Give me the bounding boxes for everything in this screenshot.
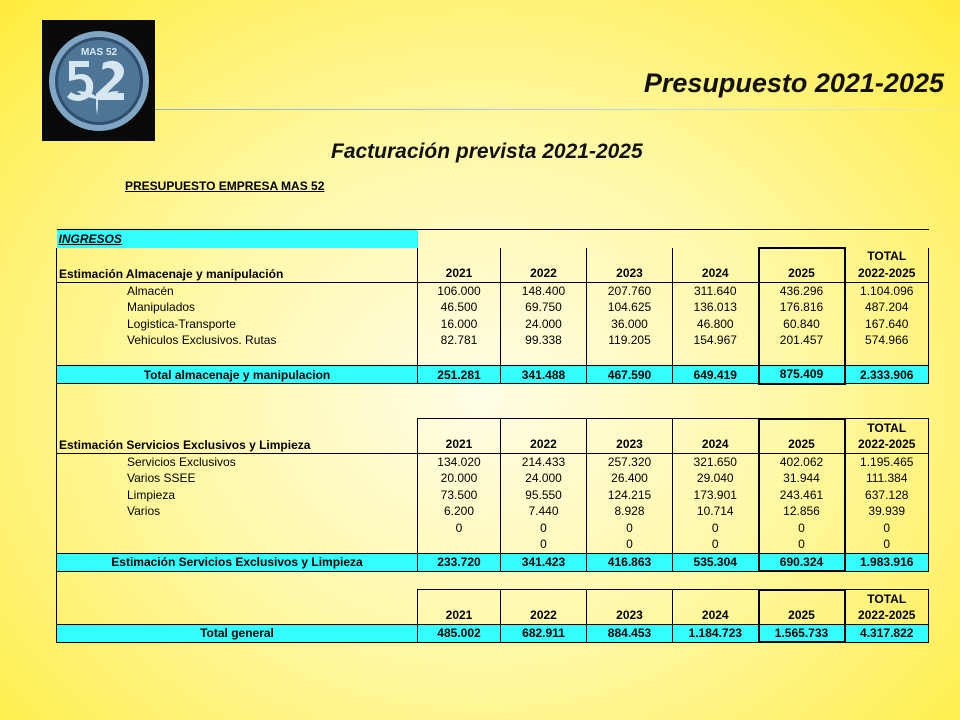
- cell-value: 0: [418, 520, 501, 537]
- section1-header: [57, 265, 929, 282]
- cell-value: 167.640: [845, 316, 929, 333]
- section1-header-top: [57, 248, 929, 266]
- total-value: 884.453: [587, 624, 673, 642]
- total-value: 233.720: [418, 553, 501, 571]
- total-value: 690.324: [759, 553, 845, 571]
- sheet-title: PRESUPUESTO EMPRESA MAS 52: [125, 179, 325, 193]
- year-header: 2023: [587, 607, 673, 624]
- total-header-top: TOTAL: [845, 590, 929, 608]
- ingresos-row: [57, 230, 929, 248]
- cell-value: 7.440: [501, 503, 587, 520]
- cell-value: 46.500: [418, 299, 501, 316]
- cell-value: 0: [673, 536, 759, 553]
- cell-value: 134.020: [418, 453, 501, 470]
- cell-value: 6.200: [418, 503, 501, 520]
- section1-heading: Estimación Almacenaje y manipulación: [57, 265, 418, 282]
- cell-value: 82.781: [418, 332, 501, 349]
- cell-value: 201.457: [759, 332, 845, 349]
- total-value: 251.281: [418, 366, 501, 384]
- cell-value: 39.939: [845, 503, 929, 520]
- cell-value: 136.013: [673, 299, 759, 316]
- cell-value: 402.062: [759, 453, 845, 470]
- cell-value: 0: [501, 536, 587, 553]
- year-header: 2022: [501, 436, 587, 453]
- row-label: Varios: [57, 503, 418, 520]
- total-value: 341.488: [501, 366, 587, 384]
- grand-header-top: [57, 590, 929, 608]
- cell-value: 148.400: [501, 282, 587, 299]
- spacer-row: [57, 401, 929, 419]
- total-value: 467.590: [587, 366, 673, 384]
- cell-value: 26.400: [587, 470, 673, 487]
- total-header-bottom: 2022-2025: [845, 607, 929, 624]
- spacer-row: [57, 349, 929, 366]
- year-header: 2021: [418, 607, 501, 624]
- total-value: 1.983.916: [845, 553, 929, 571]
- total-header-top: TOTAL: [845, 248, 929, 266]
- cell-value: 0: [845, 520, 929, 537]
- total-value: 535.304: [673, 553, 759, 571]
- table-row: [57, 299, 929, 316]
- section2-total-label: Estimación Servicios Exclusivos y Limpieza: [57, 553, 418, 571]
- year-header: 2024: [673, 265, 759, 282]
- cell-value: 69.750: [501, 299, 587, 316]
- row-label: [57, 536, 418, 553]
- cell-value: 0: [759, 536, 845, 553]
- total-header-bottom: 2022-2025: [845, 436, 929, 453]
- cell-value: 0: [759, 520, 845, 537]
- year-header: 2024: [673, 607, 759, 624]
- section1-total-row: [57, 366, 929, 384]
- cell-value: 1.195.465: [845, 453, 929, 470]
- year-header: 2025: [759, 436, 845, 453]
- cell-value: 311.640: [673, 282, 759, 299]
- logo-text: MAS 52: [80, 46, 117, 58]
- row-label: Vehiculos Exclusivos. Rutas: [57, 332, 418, 349]
- cell-value: 8.928: [587, 503, 673, 520]
- page-subtitle: Facturación prevista 2021-2025: [331, 140, 643, 163]
- cell-value: 31.944: [759, 470, 845, 487]
- cell-value: 214.433: [501, 453, 587, 470]
- cell-value: 24.000: [501, 470, 587, 487]
- total-value: 4.317.822: [845, 624, 929, 642]
- cell-value: 0: [587, 520, 673, 537]
- section2-heading: Estimación Servicios Exclusivos y Limpieza: [57, 436, 418, 453]
- cell-value: 1.104.096: [845, 282, 929, 299]
- total-header-top: TOTAL: [845, 419, 929, 437]
- cell-value: 487.204: [845, 299, 929, 316]
- spacer-row: [57, 384, 929, 402]
- cell-value: 0: [587, 536, 673, 553]
- year-header: 2024: [673, 436, 759, 453]
- cell-value: 29.040: [673, 470, 759, 487]
- row-label: Manipulados: [57, 299, 418, 316]
- row-label: Logistica-Transporte: [57, 316, 418, 333]
- year-header: 2022: [501, 607, 587, 624]
- year-header: 2025: [759, 607, 845, 624]
- table-row: [57, 503, 929, 520]
- row-label: Servicios Exclusivos: [57, 453, 418, 470]
- total-value: 341.423: [501, 553, 587, 571]
- section2-total-row: [57, 553, 929, 571]
- table-row: [57, 487, 929, 504]
- row-label: Limpieza: [57, 487, 418, 504]
- spacer-row: [57, 571, 929, 590]
- year-header: 2021: [418, 265, 501, 282]
- cell-value: 257.320: [587, 453, 673, 470]
- row-label: Varios SSEE: [57, 470, 418, 487]
- total-value: 875.409: [759, 366, 845, 384]
- year-header: 2021: [418, 436, 501, 453]
- year-header: 2023: [587, 436, 673, 453]
- cell-value: 0: [501, 520, 587, 537]
- table-row: [57, 332, 929, 349]
- spacer-cell: [418, 230, 929, 248]
- cell-value: 124.215: [587, 487, 673, 504]
- row-label: Almacén: [57, 282, 418, 299]
- cell-value: 321.650: [673, 453, 759, 470]
- cell-value: 0: [845, 536, 929, 553]
- cell-value: 99.338: [501, 332, 587, 349]
- cell-value: 104.625: [587, 299, 673, 316]
- cell-value: 243.461: [759, 487, 845, 504]
- cell-value: 574.966: [845, 332, 929, 349]
- cell-value: 12.856: [759, 503, 845, 520]
- cell-value: 436.296: [759, 282, 845, 299]
- page-title: Presupuesto 2021-2025: [643, 68, 944, 98]
- total-value: 2.333.906: [845, 366, 929, 384]
- section1-total-label: Total almacenaje y manipulacion: [57, 366, 418, 384]
- cell-value: 46.800: [673, 316, 759, 333]
- table-row: [57, 520, 929, 537]
- cell-value: 24.000: [501, 316, 587, 333]
- year-header: 2022: [501, 265, 587, 282]
- cell-value: 106.000: [418, 282, 501, 299]
- cell-value: 16.000: [418, 316, 501, 333]
- cell-value: 111.384: [845, 470, 929, 487]
- table-row: [57, 282, 929, 299]
- total-value: 649.419: [673, 366, 759, 384]
- table-row: [57, 316, 929, 333]
- cell-value: 73.500: [418, 487, 501, 504]
- cell-value: 20.000: [418, 470, 501, 487]
- cell-value: 173.901: [673, 487, 759, 504]
- header-rule: [155, 109, 960, 110]
- section2-header-top: [57, 419, 929, 437]
- budget-table: [56, 229, 929, 643]
- mas52-logo-icon: [47, 29, 151, 133]
- table-row: [57, 453, 929, 470]
- company-logo: [42, 20, 155, 141]
- table-row: [57, 470, 929, 487]
- cell-value: 154.967: [673, 332, 759, 349]
- grand-total-row: [57, 624, 929, 642]
- cell-value: 637.128: [845, 487, 929, 504]
- cell-value: 0: [673, 520, 759, 537]
- cell-value: 36.000: [587, 316, 673, 333]
- total-value: 416.863: [587, 553, 673, 571]
- cell-value: 176.816: [759, 299, 845, 316]
- total-value: 682.911: [501, 624, 587, 642]
- cell-value: [418, 536, 501, 553]
- ingresos-label: INGRESOS: [57, 230, 418, 248]
- table-row: [57, 536, 929, 553]
- cell-value: 10.714: [673, 503, 759, 520]
- total-value: 1.565.733: [759, 624, 845, 642]
- year-header: 2023: [587, 265, 673, 282]
- cell-value: 207.760: [587, 282, 673, 299]
- cell-value: 95.550: [501, 487, 587, 504]
- grand-header: [57, 607, 929, 624]
- year-header: 2025: [759, 265, 845, 282]
- total-header-bottom: 2022-2025: [845, 265, 929, 282]
- total-value: 1.184.723: [673, 624, 759, 642]
- row-label: [57, 520, 418, 537]
- grand-total-label: Total general: [57, 624, 418, 642]
- cell-value: 119.205: [587, 332, 673, 349]
- total-value: 485.002: [418, 624, 501, 642]
- cell-value: 60.840: [759, 316, 845, 333]
- section2-header: [57, 436, 929, 453]
